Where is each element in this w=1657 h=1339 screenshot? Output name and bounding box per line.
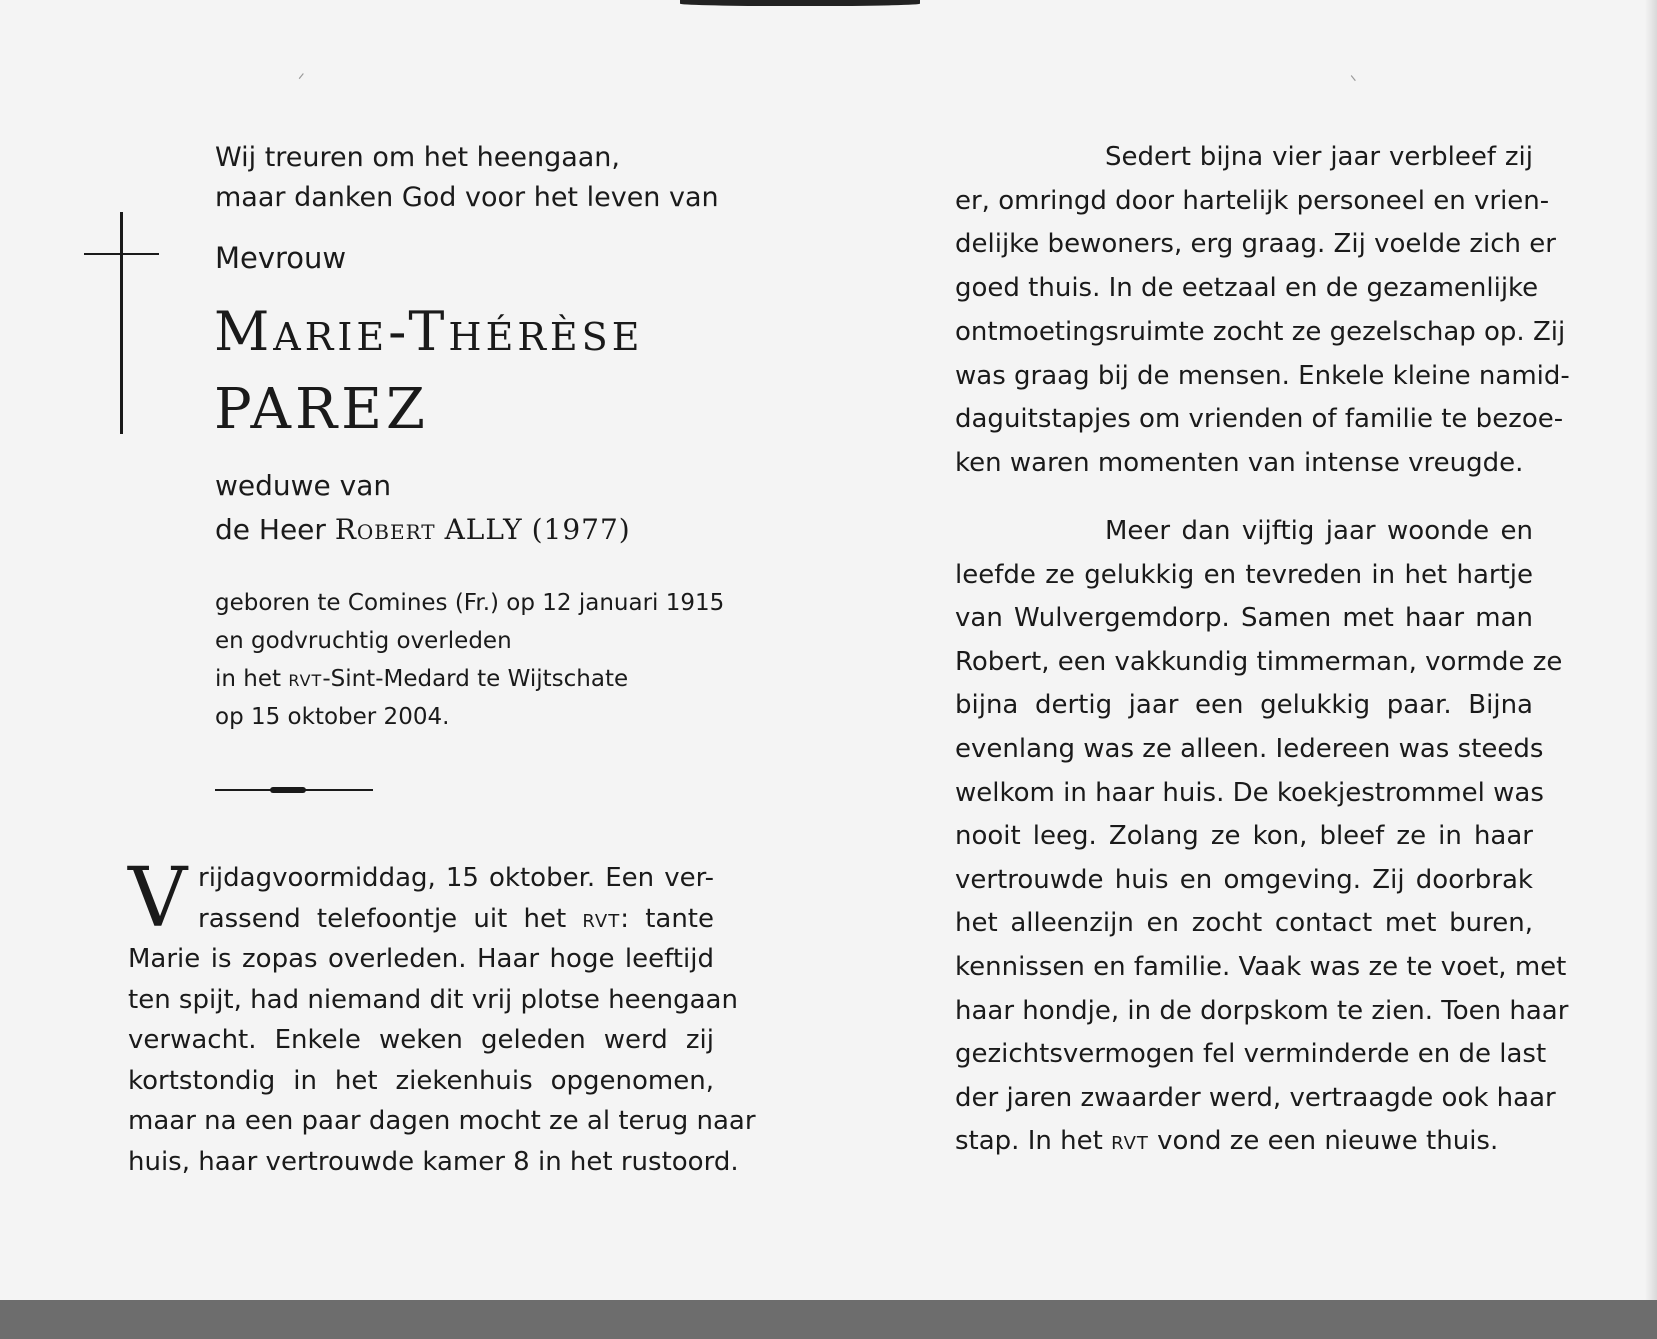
cross-icon-bar bbox=[84, 253, 159, 255]
right-line: goed thuis. In de eetzaal en de gezamenlijke bbox=[955, 273, 1539, 304]
death-date: op 15 oktober 2004. bbox=[215, 704, 450, 730]
scan-speck: ᐠ bbox=[1350, 72, 1357, 91]
intro-line-1: Wij treuren om het heengaan, bbox=[215, 142, 620, 173]
honorific: Mevrouw bbox=[215, 241, 347, 275]
right-line: van Wulvergemdorp. Samen met haar man bbox=[955, 603, 1533, 634]
birth-line: geboren te Comines (Fr.) op 12 januari 1915 bbox=[215, 590, 725, 616]
right-line: Sedert bijna vier jaar verbleef zij bbox=[1105, 142, 1533, 172]
right-line: vertrouwde huis en omgeving. Zij doorbrak bbox=[955, 864, 1533, 895]
right-line: er, omringd door hartelijk personeel en vrien- bbox=[955, 185, 1550, 216]
cross-icon bbox=[120, 212, 123, 434]
deceased-first-names: Marie-Thérèse bbox=[214, 300, 644, 363]
right-paragraph-2 bbox=[955, 510, 1569, 1164]
right-line: welkom in haar huis. De koekjestrommel was bbox=[955, 777, 1544, 808]
death-line-2 bbox=[215, 660, 628, 698]
death-place-post: -Sint-Medard te Wijtschate bbox=[322, 666, 629, 692]
right-line: leefde ze gelukkig en tevreden in het hartje bbox=[955, 559, 1533, 590]
story-line: ten spijt, had niemand dit vrij plotse heengaan bbox=[128, 984, 738, 1015]
card-edge-shadow bbox=[1645, 0, 1657, 1300]
story-line bbox=[198, 899, 714, 940]
scan-background-band bbox=[0, 1300, 1657, 1339]
husband-year: (1977) bbox=[531, 513, 631, 546]
story-line-part: rassend telefoontje uit het bbox=[198, 903, 567, 934]
right-line: bijna dertig jaar een gelukkig paar. Bijna bbox=[955, 690, 1533, 721]
scan-speck: ᐟ bbox=[298, 70, 305, 89]
rvt-abbr: rvt bbox=[1111, 1126, 1149, 1157]
deceased-surname: PAREZ bbox=[214, 377, 429, 442]
death-line-1: en godvruchtig overleden bbox=[215, 628, 512, 654]
right-line-part: vond ze een nieuwe thuis. bbox=[1148, 1126, 1499, 1157]
right-line: gezichtsvermogen fel verminderde en de last bbox=[955, 1039, 1547, 1070]
story-line: huis, haar vertrouwde kamer 8 in het rustoord. bbox=[128, 1146, 739, 1177]
story-paragraph bbox=[128, 939, 756, 1182]
right-line: kennissen en familie. Vaak was ze te voet, met bbox=[955, 951, 1567, 982]
widow-line: weduwe van bbox=[215, 469, 392, 502]
right-line-part: stap. In het bbox=[955, 1126, 1103, 1157]
right-line: der jaren zwaarder werd, vertraagde ook haar bbox=[955, 1082, 1556, 1113]
right-line: ken waren momenten van intense vreugde. bbox=[955, 447, 1524, 478]
story-line-part: : tante bbox=[620, 903, 715, 934]
husband-first-name: Robert bbox=[334, 513, 436, 546]
right-paragraph-1 bbox=[955, 136, 1570, 486]
story-paragraph-head bbox=[198, 858, 714, 939]
story-line: Marie is zopas overleden. Haar hoge leeftijd bbox=[128, 944, 714, 974]
story-line: kortstondig in het ziekenhuis opgenomen, bbox=[128, 1065, 714, 1096]
right-line: Meer dan vijftig jaar woonde en bbox=[1105, 516, 1533, 546]
right-line: haar hondje, in de dorpskom te zien. Toen haar bbox=[955, 995, 1569, 1026]
intro-line-2: maar danken God voor het leven van bbox=[215, 182, 719, 213]
husband-prefix: de Heer bbox=[215, 513, 326, 546]
story-line: rijdagvoormiddag, 15 oktober. Een ver- bbox=[198, 863, 714, 893]
right-line: nooit leeg. Zolang ze kon, bleef ze in haar bbox=[955, 821, 1533, 852]
right-line: evenlang was ze alleen. Iedereen was steeds bbox=[955, 733, 1544, 764]
drop-cap: V bbox=[128, 851, 188, 946]
rvt-abbr: rvt bbox=[288, 666, 323, 692]
story-line: verwacht. Enkele weken geleden werd zij bbox=[128, 1025, 714, 1055]
right-line: daguitstapjes om vrienden of familie te bezoe- bbox=[955, 404, 1564, 435]
rvt-abbr: rvt bbox=[582, 903, 621, 934]
right-line: was graag bij de mensen. Enkele kleine namid- bbox=[955, 360, 1570, 391]
story-line: maar na een paar dagen mocht ze al terug naar bbox=[128, 1106, 756, 1136]
death-place-pre: in het bbox=[215, 666, 282, 692]
right-line: ontmoetingsruimte zocht ze gezelschap op. Zij bbox=[955, 316, 1566, 347]
right-line bbox=[955, 1120, 1533, 1164]
right-line: Robert, een vakkundig timmerman, vormde ze bbox=[955, 646, 1563, 677]
right-line: delijke bewoners, erg graag. Zij voelde zich er bbox=[955, 229, 1556, 260]
right-line: het alleenzijn en zocht contact met buren, bbox=[955, 908, 1533, 939]
scan-top-mark bbox=[680, 0, 920, 6]
ornamental-divider-center bbox=[270, 787, 306, 793]
husband-line bbox=[215, 510, 631, 550]
husband-last-name: ALLY bbox=[444, 513, 523, 546]
